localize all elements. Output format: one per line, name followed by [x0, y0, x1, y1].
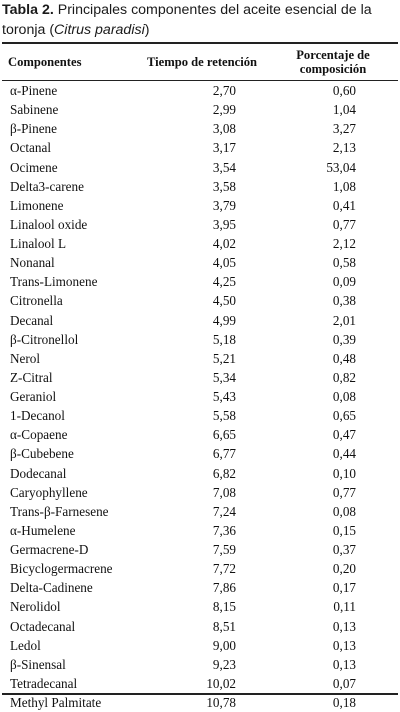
caption-text: Principales componentes del aceite esencial de la toronja ( — [2, 2, 372, 38]
header-composition — [272, 44, 394, 80]
table-row — [2, 100, 398, 119]
component-cell: Methyl Palmitate — [10, 695, 102, 710]
composition-cell: 0,11 — [333, 599, 356, 615]
table-row — [2, 291, 398, 310]
component-cell: Trans-β-Farnesene — [10, 503, 109, 519]
table-row — [2, 521, 398, 540]
table-row — [2, 119, 398, 138]
retention-time-cell: 6,82 — [212, 465, 236, 481]
composition-cell: 0,13 — [332, 637, 356, 653]
component-cell: Nerol — [10, 350, 41, 366]
component-cell: Trans-Limonene — [10, 274, 98, 290]
component-cell: Octadecanal — [10, 618, 76, 634]
component-cell: α-Pinene — [10, 83, 58, 98]
retention-time-cell: 5,18 — [212, 331, 236, 347]
table-row — [2, 368, 398, 387]
retention-time-cell: 3,95 — [212, 216, 236, 232]
table-row — [2, 693, 398, 712]
table-body — [2, 81, 398, 712]
composition-cell: 0,58 — [332, 255, 356, 271]
retention-time-cell: 7,08 — [212, 484, 236, 500]
table-row — [2, 540, 398, 559]
header-component: Componentes — [8, 55, 82, 69]
composition-cell: 0,77 — [332, 484, 356, 500]
component-cell: Dodecanal — [10, 465, 67, 481]
table-row — [2, 483, 398, 502]
composition-cell: 2,01 — [332, 312, 356, 328]
composition-cell: 0,37 — [332, 542, 356, 557]
table-row — [2, 502, 398, 521]
retention-time-cell: 4,99 — [212, 312, 236, 328]
retention-time-cell: 4,02 — [212, 236, 236, 251]
retention-time-cell: 4,05 — [212, 255, 236, 271]
header-retention-time: Tiempo de retención — [146, 55, 258, 69]
component-cell: α-Copaene — [10, 427, 68, 443]
retention-time-cell: 10,78 — [206, 695, 236, 710]
composition-cell: 0,20 — [332, 561, 356, 577]
composition-cell: 0,44 — [332, 446, 356, 462]
retention-time-cell: 8,51 — [212, 618, 236, 634]
table-row — [2, 464, 398, 483]
table-row — [2, 81, 398, 100]
component-cell: Citronella — [10, 293, 63, 309]
composition-cell: 0,65 — [332, 408, 356, 424]
retention-time-cell: 6,77 — [212, 446, 236, 462]
retention-time-cell: 6,65 — [212, 427, 236, 443]
table-row — [2, 253, 398, 272]
table-row — [2, 158, 398, 177]
table-caption — [2, 0, 398, 40]
retention-time-cell: 3,17 — [212, 140, 236, 156]
composition-cell: 3,27 — [332, 121, 356, 137]
retention-time-cell: 5,21 — [212, 350, 236, 366]
retention-time-cell: 7,24 — [212, 503, 236, 519]
composition-cell: 0,60 — [332, 83, 356, 98]
retention-time-cell: 2,70 — [212, 83, 236, 98]
component-cell: Nonanal — [10, 255, 55, 271]
header-composition-line2: composición — [299, 62, 367, 76]
table-row — [2, 330, 398, 349]
table-row — [2, 636, 398, 655]
table-row — [2, 349, 398, 368]
table-row — [2, 406, 398, 425]
retention-time-cell: 7,59 — [212, 542, 236, 557]
component-cell: Z-Citral — [10, 369, 53, 385]
retention-time-cell: 9,00 — [212, 637, 236, 653]
retention-time-cell: 4,50 — [212, 293, 236, 309]
table-row — [2, 655, 398, 674]
composition-cell: 0,47 — [332, 427, 356, 443]
table-row — [2, 387, 398, 406]
table-row — [2, 425, 398, 444]
retention-time-cell: 5,43 — [212, 389, 236, 404]
retention-time-cell: 5,34 — [212, 369, 236, 385]
table-row — [2, 311, 398, 330]
composition-cell: 0,08 — [332, 389, 356, 404]
table-row — [2, 196, 398, 215]
component-cell: Germacrene-D — [10, 542, 89, 557]
composition-cell: 0,18 — [332, 695, 356, 710]
retention-time-cell: 7,36 — [212, 522, 236, 538]
caption-close: ) — [144, 22, 150, 38]
component-cell: β-Citronellol — [10, 331, 79, 347]
component-cell: Decanal — [10, 312, 54, 328]
retention-time-cell: 7,86 — [212, 580, 236, 596]
component-cell: Caryophyllene — [10, 484, 88, 500]
component-cell: Tetradecanal — [10, 675, 78, 691]
composition-cell: 2,13 — [332, 140, 356, 156]
composition-cell: 0,13 — [332, 618, 356, 634]
table-row — [2, 559, 398, 578]
table-row — [2, 272, 398, 291]
retention-time-cell: 3,08 — [212, 121, 236, 137]
component-cell: β-Pinene — [10, 121, 57, 137]
component-cell: Nerolidol — [10, 599, 61, 615]
table-row — [2, 444, 398, 463]
component-cell: Delta-Cadinene — [10, 580, 93, 596]
composition-cell: 0,07 — [332, 675, 356, 691]
caption-label: Tabla 2. — [2, 2, 54, 18]
composition-cell: 0,82 — [332, 369, 356, 385]
composition-cell: 0,38 — [332, 293, 356, 309]
retention-time-cell: 3,58 — [212, 178, 236, 194]
composition-cell: 0,17 — [332, 580, 356, 596]
component-cell: Ledol — [10, 637, 41, 653]
retention-time-cell: 8,15 — [212, 599, 236, 615]
component-cell: Delta3-carene — [10, 178, 84, 194]
table-header — [2, 44, 398, 80]
component-cell: Limonene — [10, 197, 64, 213]
header-composition-line1: Porcentaje de — [296, 48, 370, 62]
composition-cell: 2,12 — [332, 236, 356, 251]
composition-cell: 0,41 — [332, 197, 356, 213]
caption-species: Citrus paradisi — [54, 22, 145, 38]
table-row — [2, 578, 398, 597]
retention-time-cell: 2,99 — [212, 102, 236, 118]
component-cell: β-Cubebene — [10, 446, 74, 462]
table-row — [2, 138, 398, 157]
retention-time-cell: 4,25 — [212, 274, 236, 290]
retention-time-cell: 3,79 — [212, 197, 236, 213]
component-cell: Geraniol — [10, 389, 57, 404]
table-row — [2, 234, 398, 253]
composition-cell: 0,39 — [332, 331, 356, 347]
component-cell: Bicyclogermacrene — [10, 561, 113, 577]
table-row — [2, 215, 398, 234]
retention-time-cell: 5,58 — [212, 408, 236, 424]
table-row — [2, 177, 398, 196]
composition-cell: 0,13 — [332, 656, 356, 672]
table-row — [2, 674, 398, 693]
component-cell: Ocimene — [10, 159, 58, 175]
component-cell: Linalool oxide — [10, 216, 88, 232]
component-cell: α-Humelene — [10, 522, 76, 538]
table-row — [2, 597, 398, 616]
composition-cell: 0,10 — [332, 465, 356, 481]
composition-cell: 0,09 — [332, 274, 356, 290]
composition-cell: 1,08 — [332, 178, 356, 194]
table-row — [2, 617, 398, 636]
composition-cell: 0,77 — [332, 216, 356, 232]
component-cell: Linalool L — [10, 236, 67, 251]
composition-cell: 0,48 — [332, 350, 356, 366]
retention-time-cell: 3,54 — [212, 159, 236, 175]
retention-time-cell: 9,23 — [212, 656, 236, 672]
retention-time-cell: 10,02 — [206, 675, 236, 691]
retention-time-cell: 7,72 — [212, 561, 236, 577]
component-cell: 1-Decanol — [10, 408, 65, 424]
composition-cell: 1,04 — [332, 102, 356, 118]
composition-cell: 0,08 — [332, 503, 356, 519]
component-cell: Octanal — [10, 140, 52, 156]
composition-cell: 0,15 — [332, 522, 356, 538]
component-cell: Sabinene — [10, 102, 59, 118]
composition-cell: 53,04 — [326, 159, 356, 175]
component-cell: β-Sinensal — [10, 656, 66, 672]
